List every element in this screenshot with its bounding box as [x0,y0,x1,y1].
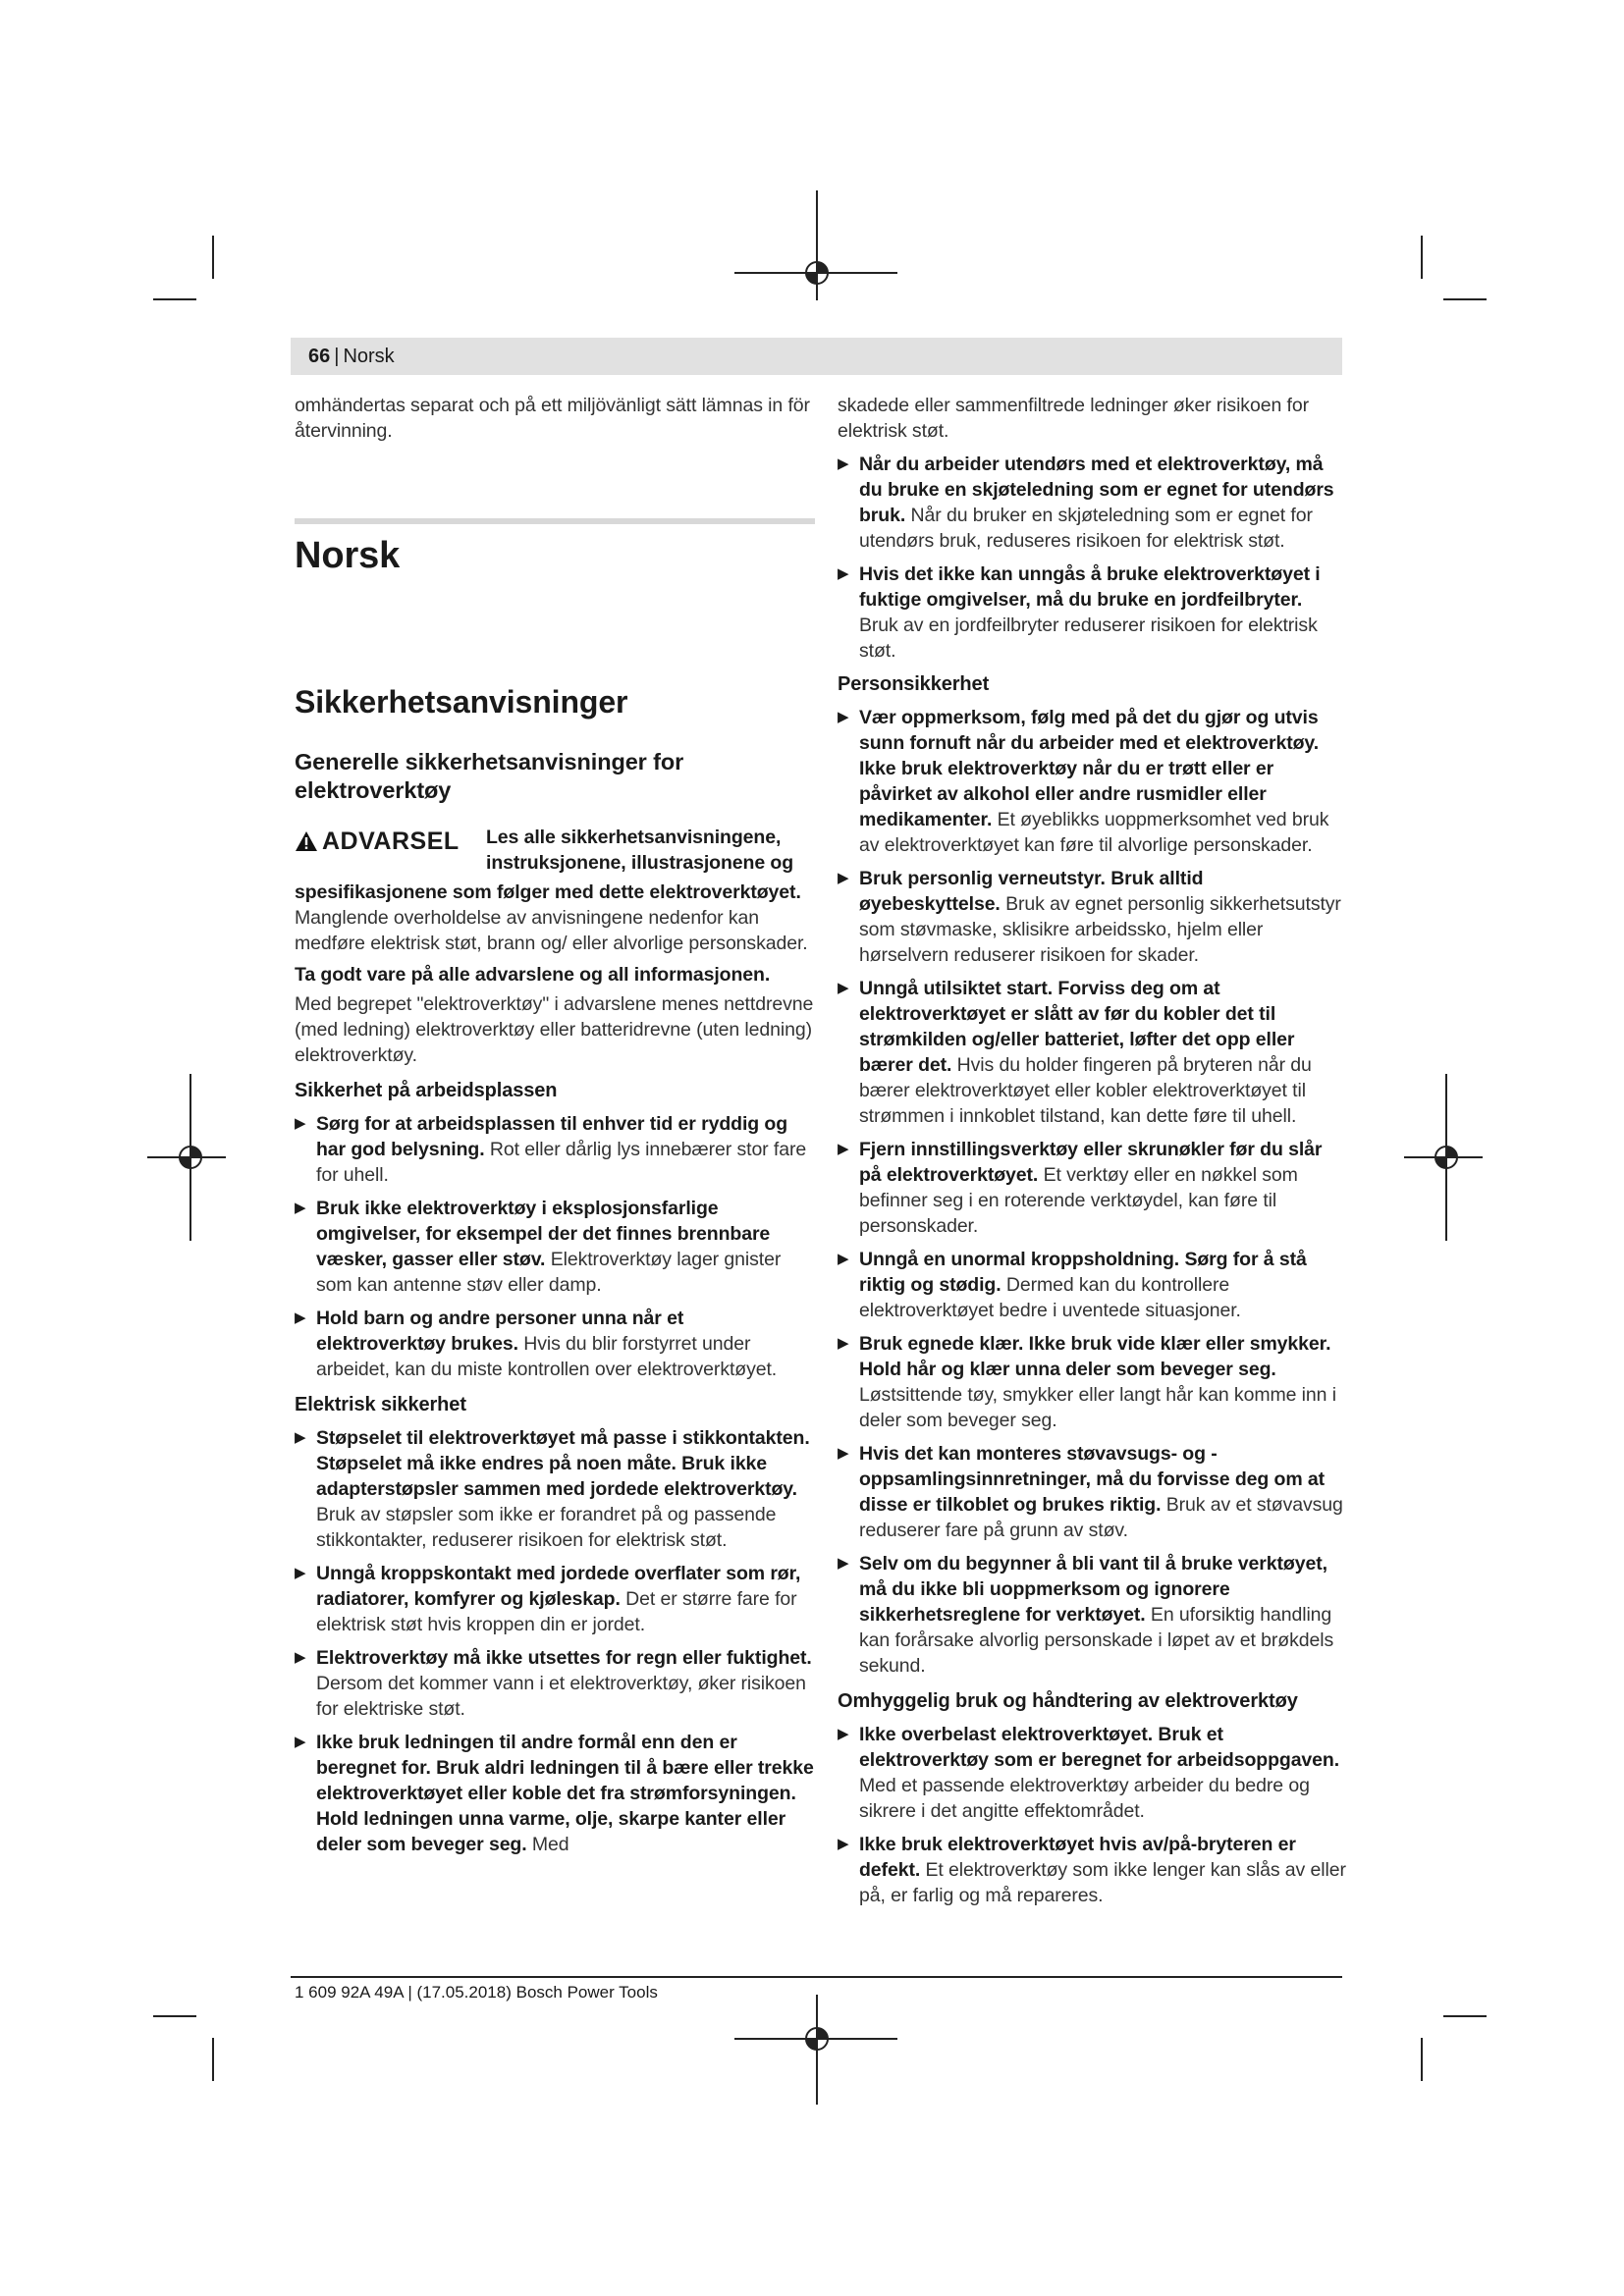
list-item [838,1832,1346,1908]
list-item-text: Med et passende elektroverktøy arbeider du bedre og sikrere i det angitte effektområdet. [859,1775,1310,1822]
list-item-bold: Unngå en unormal kroppsholdning. Sørg for å stå riktig og stødig. [859,1249,1307,1296]
list-item [838,705,1346,858]
list-item [838,452,1346,554]
triangle-right-icon: ▶ [838,1726,849,1742]
list-item-text: Et elektroverktøy som ikke lenger kan slås av eller på, er farlig og må repareres. [859,1859,1346,1906]
workplace-heading: Sikkerhet på arbeidsplassen [295,1080,558,1101]
list-item [295,1306,815,1382]
list-item-bold: Hvis det kan monteres støvavsugs- og - oppsamlingsinnretninger, må du forvisse deg om at disse er tilkoblet og brukes riktig. [859,1443,1326,1516]
list-item [838,1722,1346,1824]
list-item [295,1730,815,1857]
triangle-right-icon: ▶ [295,1309,306,1326]
safety-title: Sikkerhetsanvisninger [295,684,628,720]
list-item [838,976,1346,1129]
list-item [838,1247,1346,1323]
list-item-bold: Bruk ikke elektroverktøy i eksplosjonsfarlige omgivelser, for eksempel der det finnes brennbare væsker, gasser eller støv. [316,1198,771,1270]
crop-mark [153,298,196,300]
list-item-bold: Fjern innstillingsverktøy eller skrunøkler før du slår på elektroverktøyet. [859,1139,1323,1186]
list-item-bold: Ikke bruk ledningen til andre formål enn den er beregnet for. Bruk aldri ledningen til å bære eller trekke elektroverktøyet eller koble det fra strømforsyningen. Hold ledningen unna varme, olje, skarpe kanter eller deler som beveger seg. [316,1732,814,1855]
list-item-bold: Bruk egnede klær. Ikke bruk vide klær eller smykker. Hold hår og klær unna deler som beveger seg. [859,1333,1331,1380]
crop-mark [212,2038,214,2081]
list-item [838,866,1346,968]
list-item-bold: Vær oppmerksom, følg med på det du gjør og utvis sunn fornuft når du arbeider med et elektroverktøy. Ikke bruk elektroverktøy når du er trøtt eller er påvirket av alkohol eller andre rusmidler eller medikamenter. [859,707,1320,830]
triangle-right-icon: ▶ [838,1445,849,1462]
list-item [295,1196,815,1298]
list-item-bold: Ikke overbelast elektroverktøyet. Bruk et elektroverktøy som er beregnet for arbeidsoppgaven. [859,1724,1340,1771]
header-separator: | [334,346,340,367]
triangle-right-icon: ▶ [295,1115,306,1132]
triangle-right-icon: ▶ [838,870,849,886]
list-item-text: Når du bruker en skjøteledning som er egnet for utendørs bruk, reduseres risikoen for elektrisk støt. [859,505,1313,552]
list-item [838,1551,1346,1679]
general-safety-title: Generelle sikkerhetsanvisninger for elektroverktøy [295,749,684,803]
list-item-text: Bruk av en jordfeilbryter reduserer risikoen for elektrisk støt. [859,614,1318,662]
list-item-text: En uforsiktig handling kan forårsake alvorlig personskade i løpet av et brøkdels sekund. [859,1604,1334,1677]
list-item-text: Dersom det kommer vann i et elektroverktøy, øker risikoen for elektriske støt. [316,1673,806,1720]
term-definition: Med begrepet "elektroverktøy" i advarslene menes nettdrevne (med ledning) elektroverktøy eller batteridrevne (uten ledning) elektroverktøy. [295,993,814,1066]
crop-mark [1443,298,1487,300]
crop-mark [1443,2015,1487,2017]
registration-mark-icon [800,2022,834,2056]
personal-list [838,705,1346,1679]
list-item-bold: Hvis det ikke kan unngås å bruke elektroverktøyet i fuktige omgivelser, må du bruke en jordfeilbryter. [859,563,1321,611]
list-item [295,1425,815,1553]
triangle-right-icon: ▶ [295,1734,306,1750]
list-item-bold: Når du arbeider utendørs med et elektroverktøy, må du bruke en skjøteledning som er egnet for utendørs bruk. [859,454,1334,526]
triangle-right-icon: ▶ [838,455,849,472]
list-item-text: Bruk av egnet personlig sikkerhetsutstyr som støvmaske, sklisikre arbeidssko, hjelm eller hørselvern reduserer risikoen for skader. [859,893,1341,966]
list-item-text: Hvis du blir forstyrret under arbeidet, kan du miste kontrollen over elektroverktøyet. [316,1333,778,1380]
electrical-list [295,1425,815,1857]
list-item-text: Bruk av støpsler som ikke er forandret på og passende stikkontakter, reduserer risikoen for elektrisk støt. [316,1504,777,1551]
electrical-list-continued [838,452,1346,664]
triangle-right-icon: ▶ [295,1200,306,1216]
triangle-right-icon: ▶ [838,1141,849,1157]
triangle-right-icon: ▶ [838,709,849,725]
list-item [838,561,1346,664]
triangle-right-icon: ▶ [838,1836,849,1852]
footer-rule [291,1976,1342,1978]
triangle-right-icon: ▶ [295,1429,306,1446]
list-item-text: Rot eller dårlig lys innebærer stor fare for uhell. [316,1139,807,1186]
electrical-heading: Elektrisk sikkerhet [295,1394,466,1415]
crop-mark [153,2015,196,2017]
list-item-bold: Sørg for at arbeidsplassen til enhver tid er ryddig og har god belysning. [316,1113,788,1160]
intro-text: omhändertas separat och på ett miljövänligt sätt lämnas in för återvinning. [295,395,810,442]
triangle-right-icon: ▶ [838,565,849,582]
section-title-norsk: Norsk [295,535,401,576]
handling-heading: Omhyggelig bruk og håndtering av elektroverktøy [838,1690,1298,1712]
warning-body-text: Manglende overholdelse av anvisningene nedenfor kan medføre elektrisk støt, brann og/ eller alvorlige personskader. [295,907,808,954]
registration-mark-icon [800,256,834,290]
page-number: 66 [308,346,331,367]
list-item-text: Løstsittende tøy, smykker eller langt hår kan komme inn i deler som beveger seg. [859,1384,1336,1431]
warning-label-text: ADVARSEL [322,828,460,855]
registration-mark-icon [1430,1141,1463,1174]
list-item-bold: Elektroverktøy må ikke utsettes for regn eller fuktighet. [316,1647,812,1669]
list-item-bold: Hold barn og andre personer unna når et elektroverktøy brukes. [316,1308,684,1355]
triangle-right-icon: ▶ [295,1565,306,1581]
right-column [838,393,1346,1916]
crop-mark [1421,2038,1423,2081]
list-item-text: Et øyeblikks uoppmerksomhet ved bruk av elektroverktøyet kan føre til alvorlige personskader. [859,809,1329,856]
triangle-right-icon: ▶ [838,980,849,996]
list-item [838,1137,1346,1239]
continuation-text: skadede eller sammenfiltrede ledninger øker risikoen for elektrisk støt. [838,395,1309,442]
warning-body [295,880,815,956]
section-divider [295,518,815,524]
triangle-right-icon: ▶ [295,1649,306,1666]
keep-instructions: Ta godt vare på alle advarslene og all informasjonen. [295,964,771,986]
list-item-bold: Selv om du begynner å bli vant til å bruke verktøyet, må du ikke bli uoppmerksom og ignorere sikkerhetsreglene for verktøyet. [859,1553,1327,1626]
list-item-text: Hvis du holder fingeren på bryteren når du bærer elektroverktøyet eller kobler elektroverktøyet til strømmen i innkoblet tilstand, kan dette føre til uhell. [859,1054,1312,1127]
warning-lead: Les alle sikkerhetsanvisningene, instruksjonene, illustrasjonene og [486,827,793,874]
crop-mark [1421,236,1423,279]
list-item-text: Et verktøy eller en nøkkel som befinner seg i en roterende verktøydel, kan føre til personskader. [859,1164,1298,1237]
warning-label [295,828,460,854]
footer-text: 1 609 92A 49A | (17.05.2018) Bosch Power Tools [295,1983,658,2002]
warning-block [295,825,815,880]
workplace-list [295,1111,815,1382]
list-item-bold: Unngå utilsiktet start. Forviss deg om at elektroverktøyet er slått av før du kobler det til strømkilden og/eller batteriet, løfter det opp eller bærer det. [859,978,1295,1076]
triangle-right-icon: ▶ [838,1555,849,1572]
page-header [291,338,1342,375]
list-item-bold: Unngå kroppskontakt med jordede overflater som rør, radiatorer, komfyrer og kjøleskap. [316,1563,801,1610]
personal-heading: Personsikkerhet [838,673,990,695]
header-section: Norsk [343,346,395,367]
warning-triangle-icon [295,830,318,852]
handling-list [838,1722,1346,1908]
list-item [838,1331,1346,1433]
list-item [295,1645,815,1722]
list-item-text: Elektroverktøy lager gnister som kan antenne støv eller damp. [316,1249,782,1296]
list-item-bold: Bruk personlig verneutstyr. Bruk alltid øyebeskyttelse. [859,868,1204,915]
registration-mark-icon [174,1141,207,1174]
triangle-right-icon: ▶ [838,1251,849,1267]
list-item-bold: Støpselet til elektroverktøyet må passe i stikkontakten. Støpselet må ikke endres på noen måte. Bruk ikke adapterstøpsler sammen med jordede elektroverktøy. [316,1427,810,1500]
list-item-bold: Ikke bruk elektroverktøyet hvis av/på-bryteren er defekt. [859,1834,1296,1881]
list-item-text: Det er større fare for elektrisk støt hvis kroppen din er jordet. [316,1588,797,1635]
warning-body-bold: spesifikasjonene som følger med dette elektroverktøyet. [295,881,801,903]
left-column [295,393,815,1865]
list-item [295,1561,815,1637]
list-item [838,1441,1346,1543]
triangle-right-icon: ▶ [838,1335,849,1352]
crop-mark [212,236,214,279]
list-item-text: Dermed kan du kontrollere elektroverktøyet bedre i uventede situasjoner. [859,1274,1241,1321]
list-item [295,1111,815,1188]
list-item-text: Med [526,1834,569,1855]
list-item-text: Bruk av et støvavsug reduserer fare på grunn av støv. [859,1494,1343,1541]
